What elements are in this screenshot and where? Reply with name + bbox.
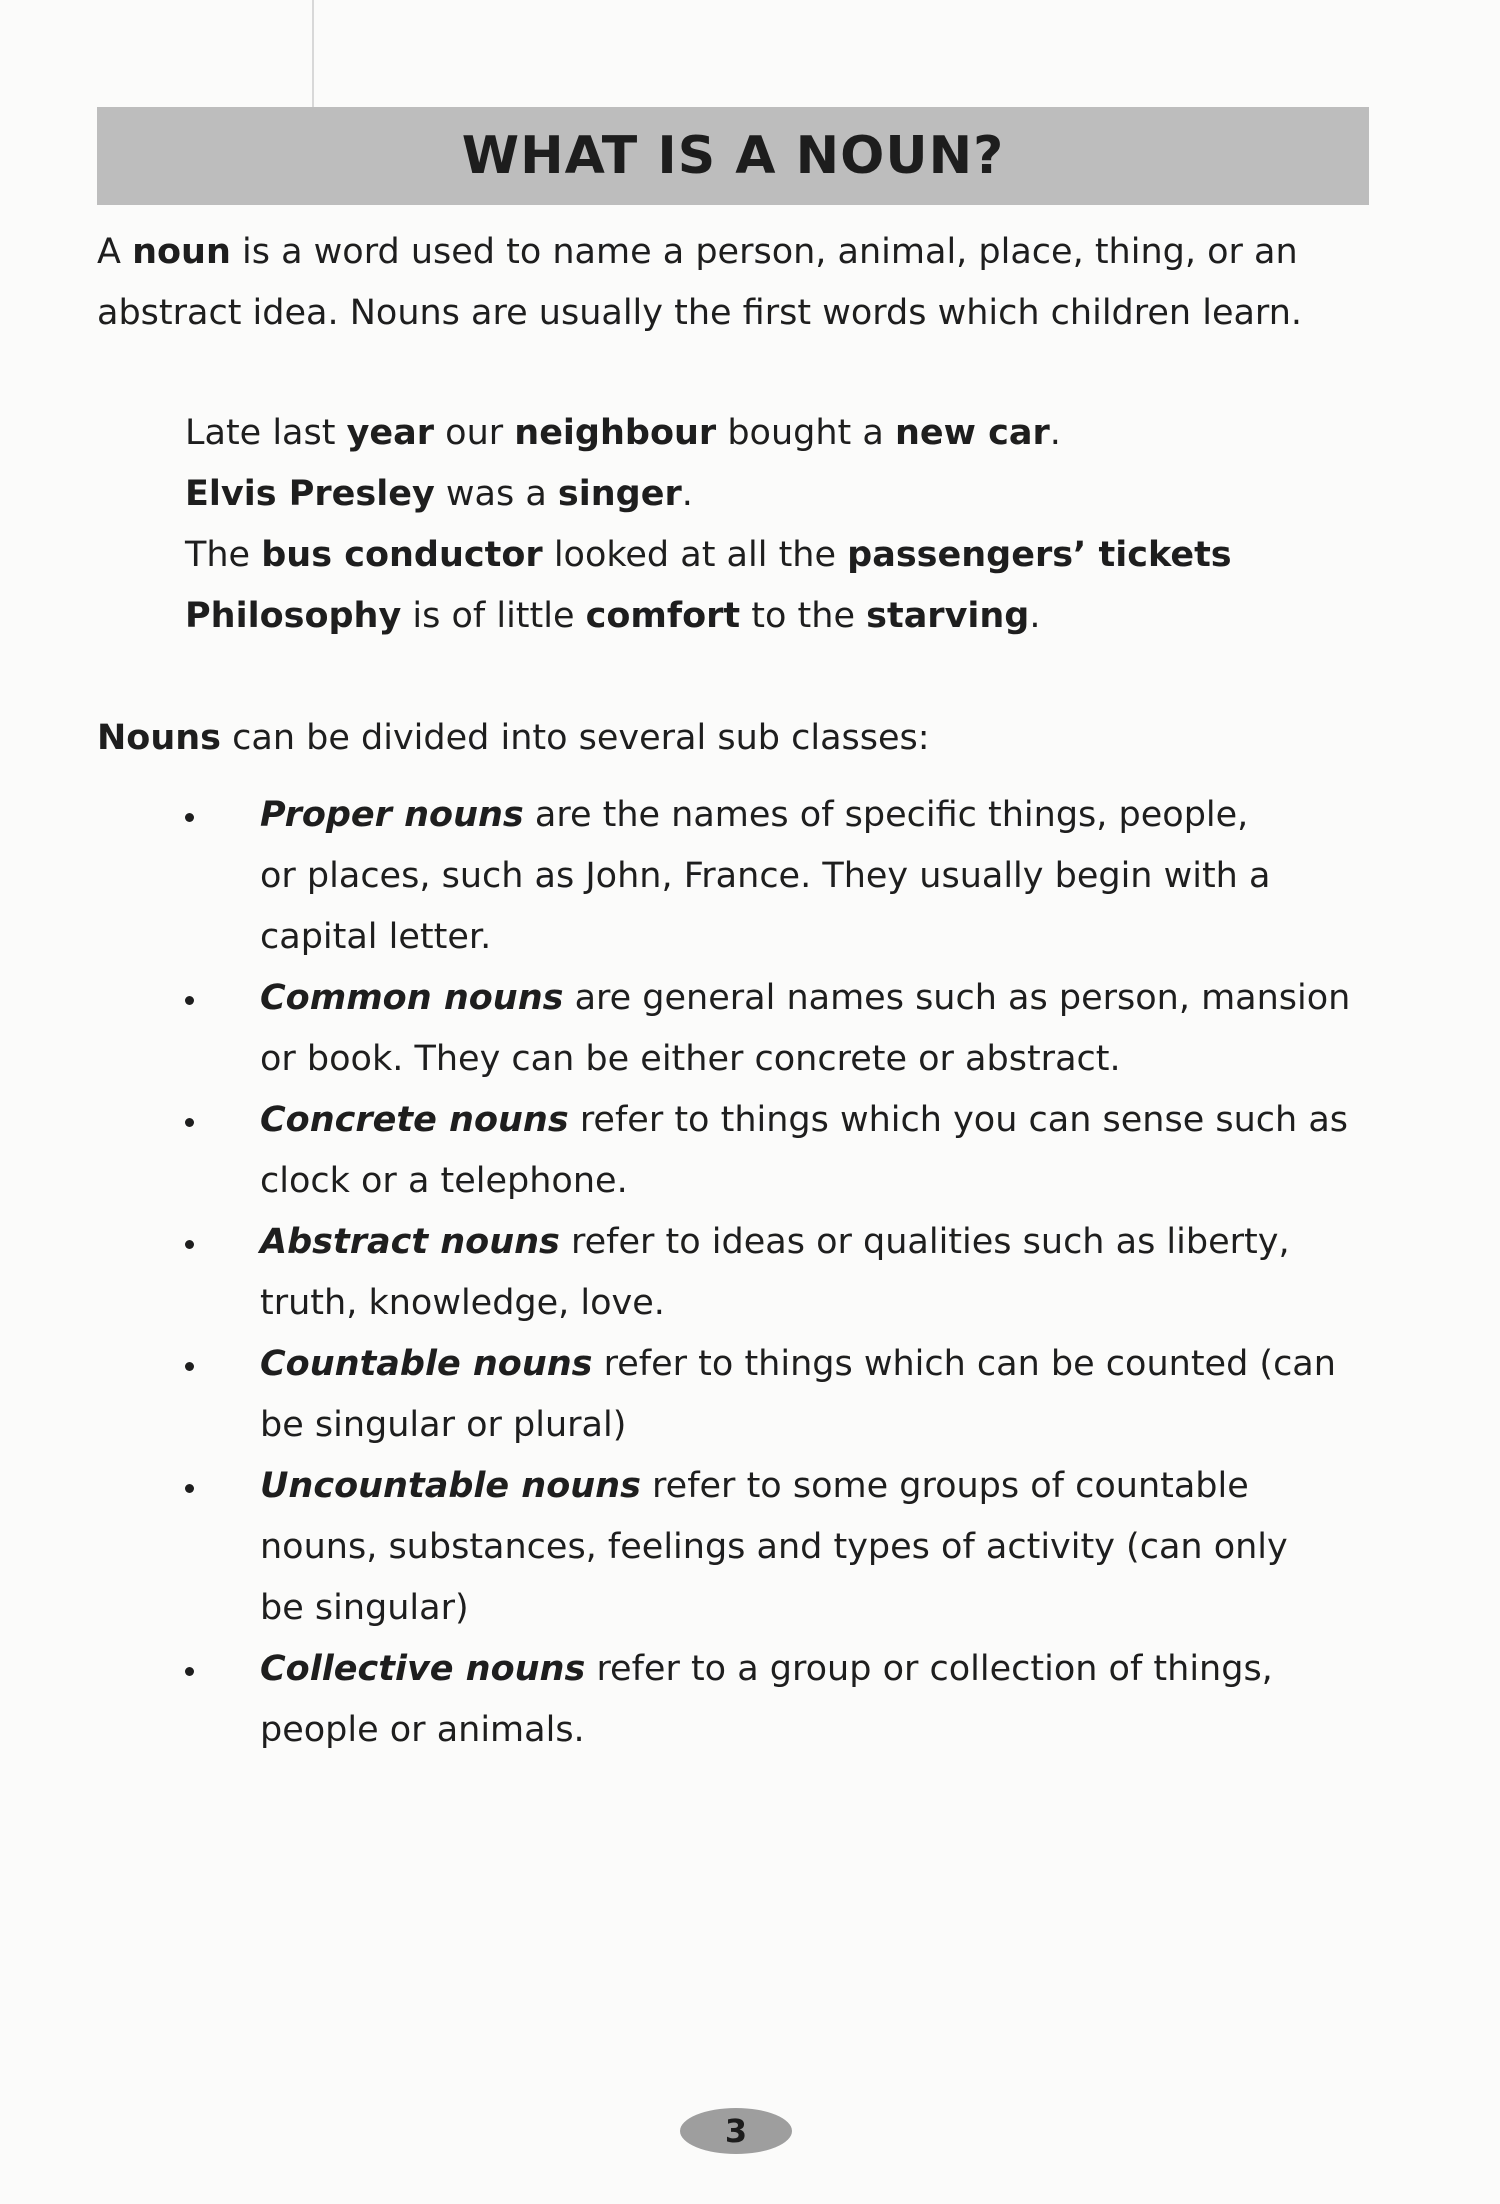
bullet-icon xyxy=(185,1362,194,1371)
bullet-icon xyxy=(185,1667,194,1676)
intro-line-2: abstract idea. Nouns are usually the first words which children learn. xyxy=(97,293,1303,333)
list-item: Countable nouns refer to things which can be counted (can be singular or plural) xyxy=(185,1334,1375,1456)
page-number: 3 xyxy=(724,2112,748,2150)
list-item: Common nouns are general names such as person, mansion or book. They can be either concrete or abstract. xyxy=(185,968,1375,1090)
bullet-icon xyxy=(185,1484,194,1493)
example-sentence: Elvis Presley was a singer. xyxy=(185,474,693,514)
subclasses-intro: Nouns can be divided into several sub classes: xyxy=(97,718,930,758)
bullet-icon xyxy=(185,1240,194,1249)
intro-line-1: A noun is a word used to name a person, animal, place, thing, or an xyxy=(97,232,1298,272)
example-sentence: Philosophy is of little comfort to the starving. xyxy=(185,596,1041,636)
list-item: Abstract nouns refer to ideas or qualities such as liberty, truth, knowledge, love. xyxy=(185,1212,1375,1334)
title-band xyxy=(97,107,1369,205)
bullet-icon xyxy=(185,1118,194,1127)
keyword-noun: noun xyxy=(132,232,231,272)
example-sentences xyxy=(185,403,1232,647)
example-sentence: Late last year our neighbour bought a new car. xyxy=(185,413,1061,453)
bullet-icon xyxy=(185,996,194,1005)
list-item: Proper nouns are the names of specific things, people, or places, such as John, France. They usually begin with a capital letter. xyxy=(185,785,1375,968)
list-item: Collective nouns refer to a group or collection of things, people or animals. xyxy=(185,1639,1375,1761)
bullet-icon xyxy=(185,813,194,822)
page-number-badge xyxy=(680,2108,792,2154)
intro-paragraph xyxy=(97,222,1302,344)
page-title: WHAT IS A NOUN? xyxy=(461,126,1005,186)
example-sentence: The bus conductor looked at all the passengers’ tickets xyxy=(185,535,1232,575)
list-item: Uncountable nouns refer to some groups of countable nouns, substances, feelings and types of activity (can only be singular) xyxy=(185,1456,1375,1639)
noun-classes-list xyxy=(185,785,1375,1761)
list-item: Concrete nouns refer to things which you can sense such as clock or a telephone. xyxy=(185,1090,1375,1212)
